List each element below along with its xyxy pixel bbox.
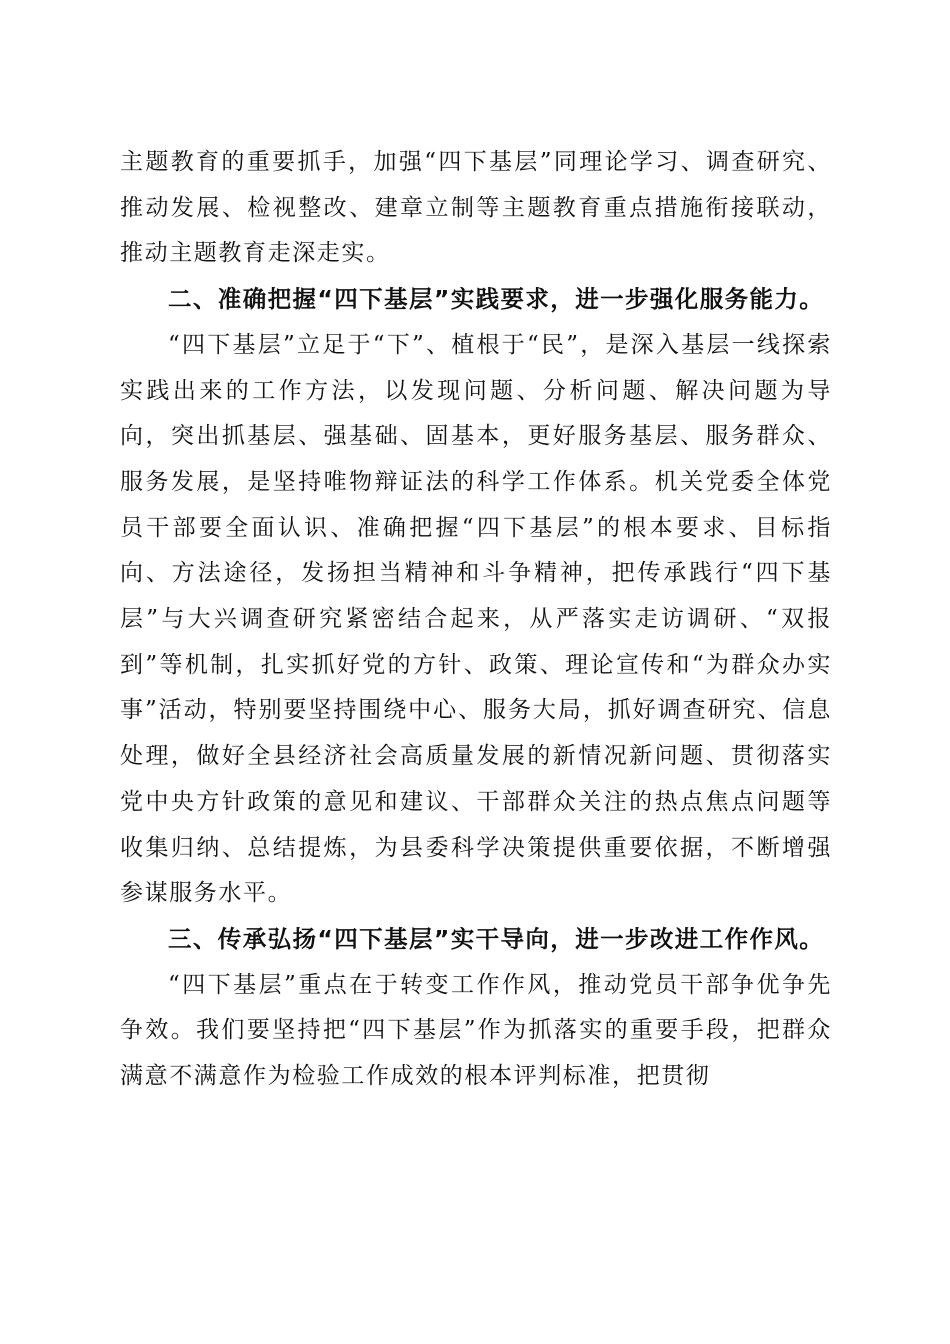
- paragraph-section-three: “四下基层”重点在于转变工作作风，推动党员干部争优争先争效。我们要坚持把“四下基层”作为抓落实的重要手段，把群众满意不满意作为检验工作成效的根本评判标准，把贯彻: [120, 971, 832, 1090]
- paragraph-section-two: “四下基层”立足于“下”、植根于“民”，是深入基层一线探索实践出来的工作方法，以发现问题、分析问题、解决问题为导向，突出抓基层、强基础、固基本，更好服务基层、服务群众、服务发展，是坚持唯物辩证法的科学工作体系。机关党委全体党员干部要全面认识、准确把握“四下基层”的根本要求、目标指向、方法途径，发扬担当精神和斗争精神，把传承践行“四下基层”与大兴调查研究紧密结合起来，从严落实走访调研、“双报到”等机制，扎实抓好党的方针、政策、理论宣传和“为群众办实事”活动，特别要坚持围绕中心、服务大局，抓好调查研究、信息处理，做好全县经济社会高质量发展的新情况新问题、贯彻落实党中央方针政策的意见和建议、干部群众关注的热点焦点问题等收集归纳、总结提炼，为县委科学决策提供重要依据，不断增强参谋服务水平。: [120, 331, 832, 907]
- section-heading-two: 二、准确把握“四下基层”实践要求，进一步强化服务能力。: [168, 285, 825, 314]
- document-body: [120, 140, 832, 1100]
- section-heading-three: 三、传承弘扬“四下基层”实干导向，进一步改进工作作风。: [168, 924, 825, 953]
- paragraph-continuation: 主题教育的重要抓手，加强“四下基层”同理论学习、调查研究、推动发展、检视整改、建章立制等主题教育重点措施衔接联动，推动主题教育走深走实。: [120, 149, 832, 267]
